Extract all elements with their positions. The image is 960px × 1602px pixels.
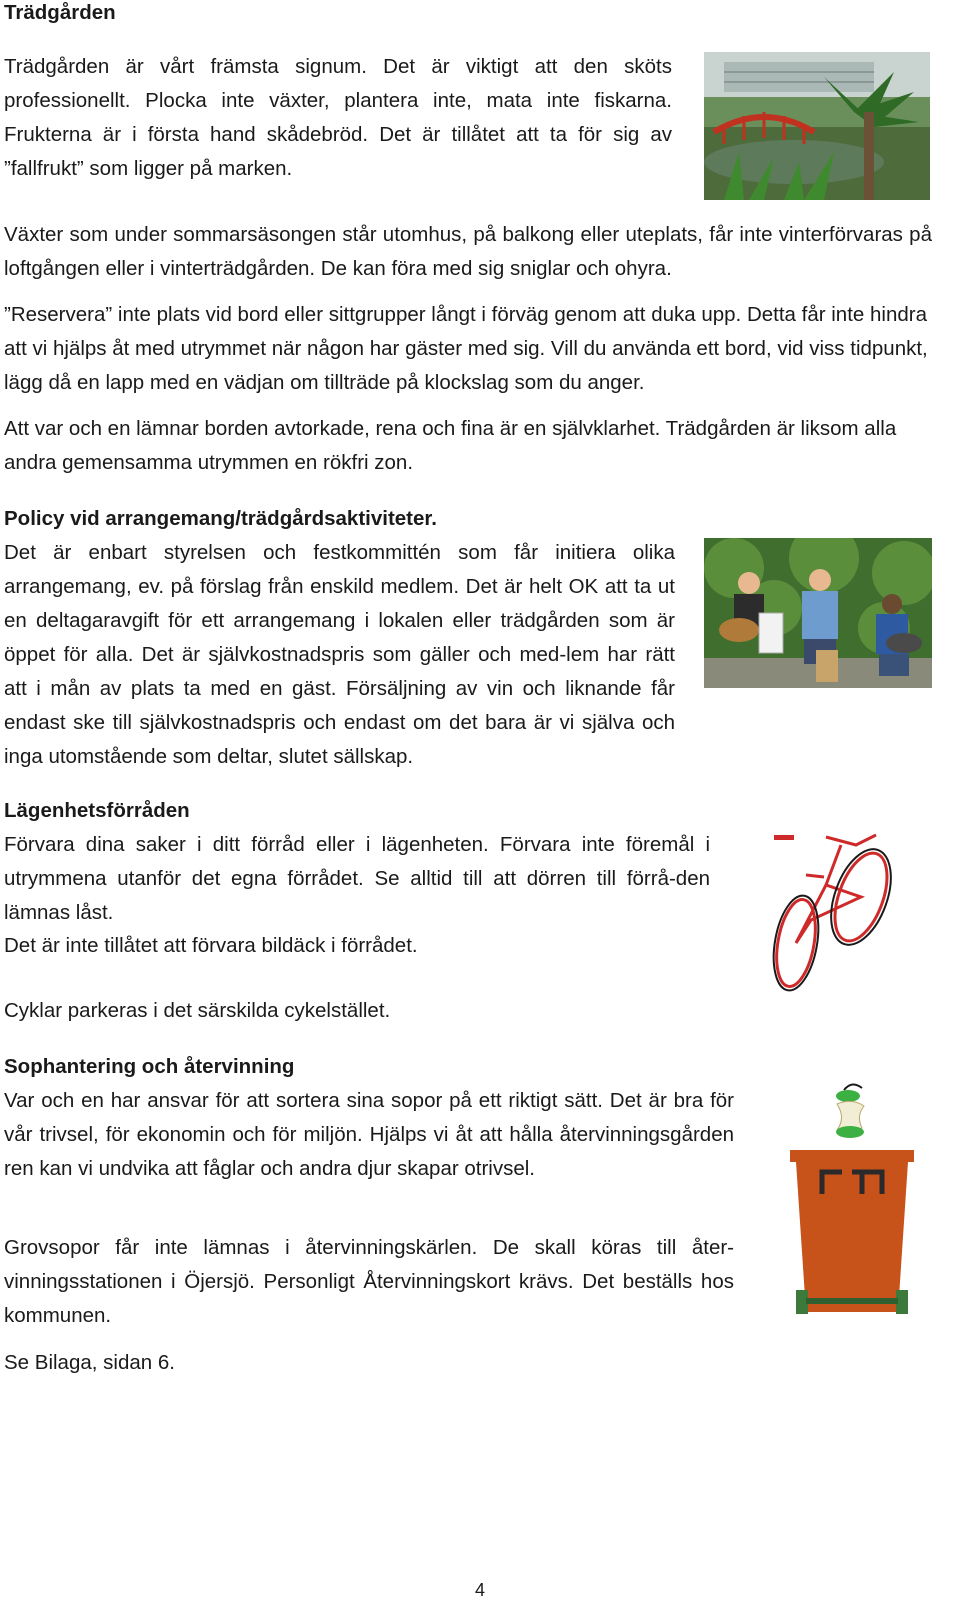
paragraph-sop-2: Grovsopor får inte lämnas i återvinningskärlen. De skall köras till åter-vinningsstationen i Öjersjö. Personligt Återvinningskort krävs. Det beställs hos kommunen. — [4, 1236, 734, 1327]
paragraph-forrad-1: Förvara dina saker i ditt förråd eller i lägenheten. Förvara inte föremål i utrymmena utanför det egna förrådet. Se alltid till att dörren till förrå-den lämnas låst. — [4, 833, 710, 924]
section-heading-forrad: Lägenhetsförråden — [4, 799, 190, 822]
paragraph-policy-1: Det är enbart styrelsen och festkommittén som får initiera olika arrangemang, ev. på förslag från enskild medlem. Det är helt OK att ta ut en deltagaravgift för ett arrangemang i lokalen eller trädgården som är öppet för alla. Det är självkostnadspris som gäller och med-lem har rätt att i mån av plats ta med en gäst. Försäljning av vin och liknande får endast ske till självkostnadspris och endast om det bara är vi själva och inga utomstående som deltar, slutet sällskap. — [4, 541, 675, 768]
apple-core-icon — [836, 1084, 864, 1138]
musicians-photo — [704, 538, 932, 688]
section-heading-policy: Policy vid arrangemang/trädgårdsaktiviteter. — [4, 507, 437, 530]
paragraph-tradgarden-1: Trädgården är vårt främsta signum. Det är viktigt att den sköts professionellt. Plocka inte växter, plantera inte, mata inte fiskarna. Frukterna är i första hand skådebröd. Det är tillåtet att ta för sig av ”fallfrukt” som ligger på marken. — [4, 55, 672, 180]
bicycle-icon — [766, 825, 896, 995]
page-number: 4 — [474, 1580, 485, 1600]
paragraph-tradgarden-2: Växter som under sommarsäsongen står utomhus, på balkong eller uteplats, får inte vinterförvaras på loftgången eller i vinterträdgården. De kan föra med sig sniglar och ohyra. — [4, 223, 932, 280]
paragraph-tradgarden-4: Att var och en lämnar borden avtorkade, rena och fina är en självklarhet. Trädgården är liksom alla andra gemensamma utrymmen en rökfri zon. — [4, 417, 897, 474]
paragraph-tradgarden-3: ”Reservera” inte plats vid bord eller sittgrupper långt i förväg genom att duka upp. Detta får inte hindra att vi hjälps åt med utrymmet när någon har gäster med sig. Vill du använda ett bord, vid viss tidpunkt, lägg då en lapp med en vädjan om tillträde på klockslag som du anger. — [4, 303, 928, 394]
paragraph-sop-1: Var och en har ansvar för att sortera sina sopor på ett riktigt sätt. Det är bra för vår trivsel, för ekonomin och för miljön. Hjälps vi åt att hålla återvinningsgården ren kan vi undvika att fåglar och andra djur skapar otrivsel. — [4, 1089, 734, 1180]
compost-bin-icon — [782, 1080, 922, 1320]
paragraph-forrad-3: Cyklar parkeras i det särskilda cykelstället. — [4, 999, 391, 1022]
paragraph-sop-3: Se Bilaga, sidan 6. — [4, 1351, 175, 1374]
garden-bridge-photo — [704, 52, 930, 200]
section-heading-tradgarden: Trädgården — [4, 1, 116, 24]
section-heading-sop: Sophantering och återvinning — [4, 1055, 295, 1078]
paragraph-forrad-2: Det är inte tillåtet att förvara bildäck i förrådet. — [4, 934, 418, 957]
